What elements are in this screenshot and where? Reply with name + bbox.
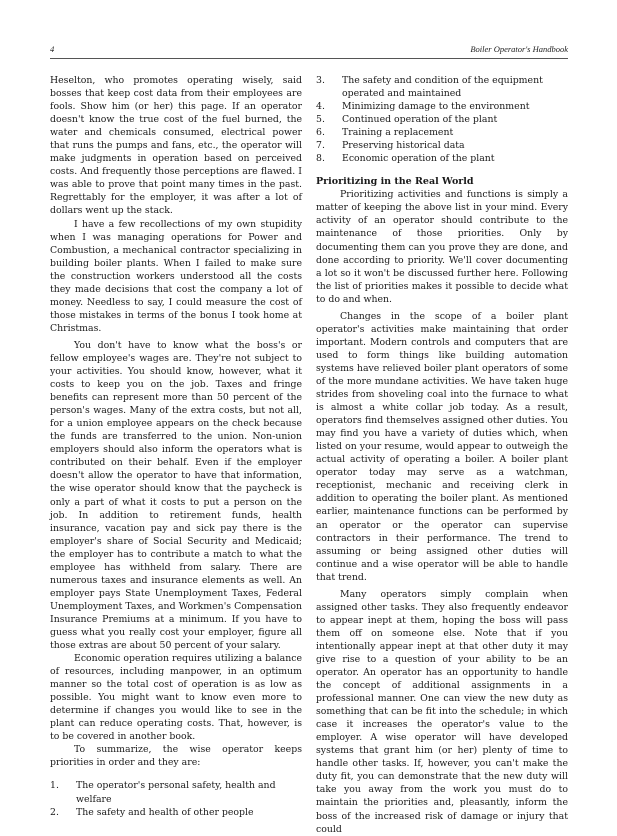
list-number: 2.: [50, 806, 59, 818]
paragraph: I have a few recollections of my own stupidity when I was managing operations for Power and Combustion, a mechanical contractor specializing in building boiler plants. When I failed to make sure the construction workers understood all the costs they made decisions that cost the company a lot of money. Needless to say, I could measure the cost of those mistakes in terms of the bonus I took home at Christmas.: [50, 218, 302, 334]
paragraph: You don't have to know what the boss's or fellow employee's wages are. They're not subject to your activities. You should know, however, what it costs to keep you on the job. Taxes and fringe benefits can represent more than 50 percent of the person's wages. Many of the extra costs, but not all, for a union employee appears on the check because the funds are transferred to the union. Non-union employers should also inform the operators what is contributed on their behalf. Even if the employer doesn't allow the operator to have that information, the wise operator should know that the paycheck is only a part of what it costs to put a person on the job. In addition to retirement funds, health insurance, vacation pay and sick pay there is the employer's share of Social Security and Medicaid; the employer has to contribute a match to what the employee has withheld from salary. There are numerous taxes and insurance elements as well. An employer pays State Unemployment Taxes, Federal Unemployment Taxes, and Workmen's Compensation Insurance Premiums at a minimum. If you have to guess what you really cost your employer, figure all those extras are about 50 percent of your salary.: [50, 339, 302, 652]
list-text: The safety and health of other people: [76, 806, 254, 818]
right-column: [316, 74, 568, 836]
list-text: Continued operation of the plant: [342, 114, 498, 126]
list-text: The operator's personal safety, health and welfare: [76, 780, 276, 805]
list-text: Preserving historical data: [342, 140, 465, 152]
running-title: Boiler Operator's Handbook: [470, 44, 568, 54]
list-text: Minimizing damage to the environment: [342, 101, 530, 113]
list-text: The safety and condition of the equipment operated and maintained: [342, 75, 543, 100]
list-item: [50, 806, 302, 819]
section-heading: Prioritizing in the Real World: [316, 176, 474, 188]
page-number: 4: [50, 44, 55, 54]
paragraph: Prioritizing activities and functions is simply a matter of keeping the above list in your mind. Every activity of an operator should contribute to the maintenance of those priorities. Only by documenting them can you prove they are done, and done according to priority. We'll cover documenting a lot so it won't be discussed further here. Following the list of priorities makes it possible to decide what to do and when.: [316, 189, 568, 305]
list-text: Training a replacement: [342, 127, 454, 139]
list-item: [50, 779, 302, 805]
list-item: [316, 152, 568, 165]
list-number: 7.: [316, 140, 325, 152]
list-number: 5.: [316, 114, 325, 126]
paragraph: Heselton, who promotes operating wisely, said bosses that keep cost data from their employees are fools. Show him (or her) this page. If an operator doesn't know the true cost of the fuel burned, the water and chemicals consumed, electrical power that runs the pumps and fans, etc., the operator will make judgments in operation based on perceived costs. And frequently those perceptions are flawed. I was able to prove that point many times in the past. Regrettably for the employer, it was after a lot of dollars went up the stack.: [50, 75, 302, 217]
list-item: [316, 100, 568, 113]
paragraph: Many operators simply complain when assigned other tasks. They also frequently endeavor to appear inept at them, hoping the boss will pass them off on someone else. Note that if you intentionally appear inept at that other duty it may give rise to a question of your ability to be an operator. An operator has an opportunity to handle the concept of additional assignments in a professional manner. One can view the new duty as something that can be fit into the schedule; in which case it increases the operator's value to the employer. A wise operator will have developed systems that grant him (or her) plenty of time to handle other tasks. If, however, you can't make the duty fit, you can demonstrate that the new duty will take you away from the work you must do to maintain the priorities and, pleasantly, inform the boss of the increased risk of damage or injury that could: [316, 588, 568, 835]
priority-list: [50, 779, 302, 818]
list-text: Economic operation of the plant: [342, 153, 495, 165]
list-number: 4.: [316, 101, 325, 113]
list-item: [316, 74, 568, 100]
paragraph: To summarize, the wise operator keeps priorities in order and they are:: [50, 744, 302, 769]
list-number: 8.: [316, 153, 325, 165]
left-column: [50, 74, 302, 819]
list-number: 3.: [316, 75, 325, 86]
list-item: [316, 126, 568, 139]
list-number: 6.: [316, 127, 325, 139]
paragraph: Changes in the scope of a boiler plant operator's activities make maintaining that order important. Modern controls and computers that are used to form things like building automation systems have relieved boiler plant operators of some of the more mundane activities. We have taken huge strides from shoveling coal into the furnace to what is almost a white collar job today. As a result, operators find themselves assigned other duties. You may find you have a variety of duties which, when listed on your resume, would appear to outweigh the actual activity of operating a boiler. A boiler plant operator today may serve as a watchman, receptionist, mechanic and receiving clerk in addition to operating the boiler plant. As mentioned earlier, maintenance functions can be performed by an operator or the operator can supervise contractors in their performance. The trend to assuming or being assigned other duties will continue and a wise operator will be able to handle that trend.: [316, 310, 568, 583]
paragraph: Economic operation requires utilizing a balance of resources, including manpower, in an optimum manner so the total cost of operation is as low as possible. You might want to know even more to determine if changes you would like to see in the plant can reduce operating costs. That, however, is to be covered in another book.: [50, 653, 302, 743]
list-item: [316, 113, 568, 126]
list-item: [316, 139, 568, 152]
running-header: [50, 44, 568, 58]
list-number: 1.: [50, 780, 59, 792]
priority-list: [316, 74, 568, 165]
header-rule: [50, 58, 568, 59]
